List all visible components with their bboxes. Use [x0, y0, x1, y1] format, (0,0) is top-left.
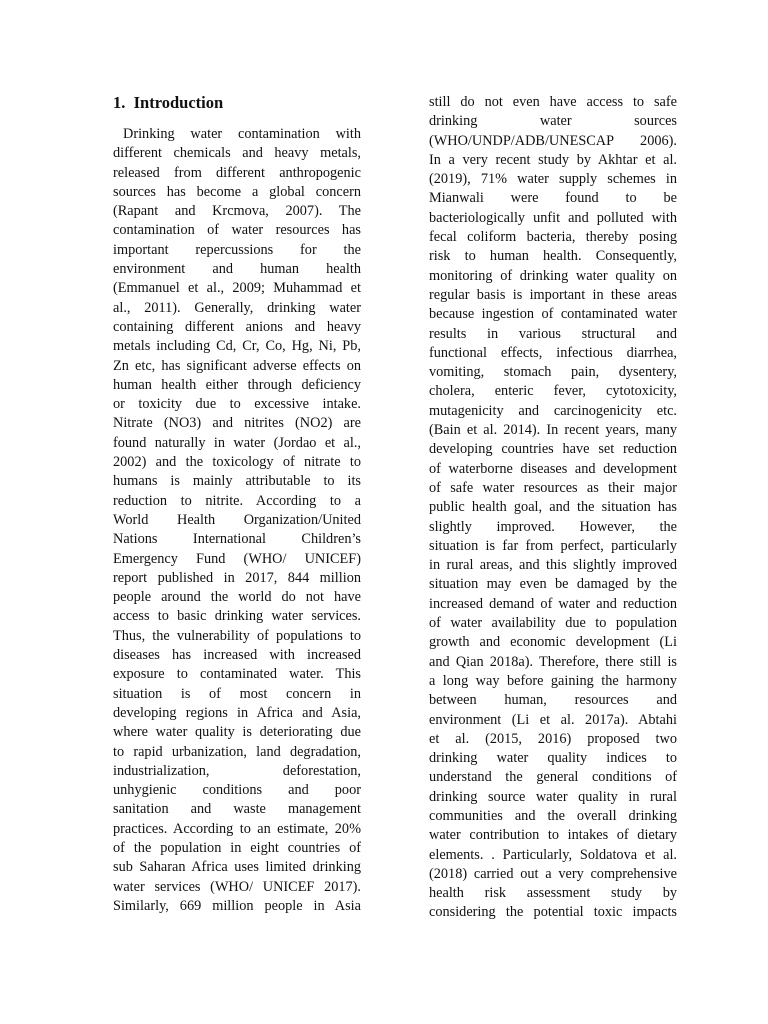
- text-line: monitoring of drinking water quality on: [429, 267, 677, 284]
- text-line: sanitation and waste management: [113, 801, 361, 818]
- text-line: considering the potential toxic impacts: [429, 904, 677, 921]
- text-line: regular basis is important in these areas: [429, 286, 677, 303]
- text-line: containing different anions and heavy: [113, 318, 361, 335]
- text-line: (Bain et al. 2014). In recent years, many: [429, 422, 677, 439]
- text-line: (Rapant and Krcmova, 2007). The: [113, 203, 361, 220]
- text-line: released from different anthropogenic: [113, 164, 361, 181]
- text-line: developing countries have set reduction: [429, 441, 677, 458]
- text-line: sources has become a global concern: [113, 183, 361, 200]
- text-line: in rural areas, and this slightly improved: [429, 557, 677, 574]
- section-heading: [113, 92, 223, 114]
- text-line: access to basic drinking water services.: [113, 608, 361, 625]
- text-line: or toxicity due to excessive intake.: [113, 396, 361, 413]
- text-line: of safe water resources as their major: [429, 479, 677, 496]
- text-line: vomiting, stomach pain, dysentery,: [429, 364, 677, 381]
- text-line: where water quality is deteriorating due: [113, 724, 361, 741]
- text-line: 2002) and the toxicology of nitrate to: [113, 454, 361, 471]
- text-line: Emergency Fund (WHO/ UNICEF): [113, 550, 361, 567]
- text-line: diseases has increased with increased: [113, 647, 361, 664]
- text-line: (Emmanuel et al., 2009; Muhammad et: [113, 280, 361, 297]
- left-column-text: [113, 125, 361, 916]
- text-line: contamination of water resources has: [113, 222, 361, 239]
- text-line: reduction to nitrite. According to a: [113, 492, 361, 509]
- right-column-text: [429, 93, 677, 923]
- text-line: results in various structural and: [429, 325, 677, 342]
- text-line: World Health Organization/United: [113, 511, 361, 528]
- text-line: people around the world do not have: [113, 589, 361, 606]
- text-line: Drinking water contamination with: [123, 126, 361, 142]
- text-line: humans is mainly attributable to its: [113, 473, 361, 490]
- text-line: situation may even be damaged by the: [429, 576, 677, 593]
- text-line: elements. . Particularly, Soldatova et al.: [429, 846, 677, 863]
- section-number: 1.: [113, 93, 126, 112]
- text-line: al., 2011). Generally, drinking water: [113, 299, 361, 316]
- text-line: health risk assessment study by: [429, 885, 677, 902]
- text-line: risk to human health. Consequently,: [429, 248, 677, 265]
- text-line: et al. (2015, 2016) proposed two: [429, 730, 677, 747]
- text-line: exposure to contaminated water. This: [113, 666, 361, 683]
- text-line: mutagenicity and carcinogenicity etc.: [429, 402, 677, 419]
- text-line: fecal coliform bacteria, thereby posing: [429, 229, 677, 246]
- text-line: and Qian 2018a). Therefore, there still is: [429, 653, 677, 670]
- text-line: metals including Cd, Cr, Co, Hg, Ni, Pb,: [113, 338, 361, 355]
- text-line: situation is far from perfect, particularly: [429, 537, 677, 554]
- text-line: report published in 2017, 844 million: [113, 569, 361, 586]
- text-line: drinking water sources: [429, 113, 677, 130]
- text-line: environment (Li et al. 2017a). Abtahi: [429, 711, 677, 728]
- text-line: environment and human health: [113, 261, 361, 278]
- text-line: understand the general conditions of: [429, 769, 677, 786]
- text-line: of waterborne diseases and development: [429, 460, 677, 477]
- text-line: between human, resources and: [429, 692, 677, 709]
- text-line: public health goal, and the situation has: [429, 499, 677, 516]
- text-line: situation is of most concern in: [113, 685, 361, 702]
- text-line: different chemicals and heavy metals,: [113, 145, 361, 162]
- text-line: In a very recent study by Akhtar et al.: [429, 151, 677, 168]
- text-line: sub Saharan Africa uses limited drinking: [113, 859, 361, 876]
- section-title: Introduction: [133, 93, 224, 112]
- text-line: (2019), 71% water supply schemes in: [429, 171, 677, 188]
- text-line: slightly improved. However, the: [429, 518, 677, 535]
- text-line: Nitrate (NO3) and nitrites (NO2) are: [113, 415, 361, 432]
- text-line: water contribution to intakes of dietary: [429, 827, 677, 844]
- text-line: of water availability due to population: [429, 615, 677, 632]
- text-line: drinking source water quality in rural: [429, 788, 677, 805]
- text-line: bacteriologically unfit and polluted with: [429, 209, 677, 226]
- text-line: to rapid urbanization, land degradation,: [113, 743, 361, 760]
- text-line: Thus, the vulnerability of populations to: [113, 627, 361, 644]
- text-line: unhygienic conditions and poor: [113, 782, 361, 799]
- text-line: (WHO/UNDP/ADB/UNESCAP 2006).: [429, 132, 677, 149]
- text-line: human health either through deficiency: [113, 376, 361, 393]
- text-line: functional effects, infectious diarrhea,: [429, 344, 677, 361]
- text-line: cholera, enteric fever, cytotoxicity,: [429, 383, 677, 400]
- text-line: still do not even have access to safe: [429, 94, 677, 110]
- text-line: water services (WHO/ UNICEF 2017).: [113, 878, 361, 895]
- text-line: Mianwali were found to be: [429, 190, 677, 207]
- text-line: Zn etc, has significant adverse effects on: [113, 357, 361, 374]
- text-line: communities and the overall drinking: [429, 807, 677, 824]
- text-line: because ingestion of contaminated water: [429, 306, 677, 323]
- text-line: Nations International Children’s: [113, 531, 361, 548]
- text-line: practices. According to an estimate, 20%: [113, 820, 361, 837]
- text-line: developing regions in Africa and Asia,: [113, 704, 361, 721]
- text-line: drinking water quality indices to: [429, 750, 677, 767]
- text-line: found naturally in water (Jordao et al.,: [113, 434, 361, 451]
- text-line: Similarly, 669 million people in Asia: [113, 897, 361, 914]
- text-line: (2018) carried out a very comprehensive: [429, 865, 677, 882]
- text-line: industrialization, deforestation,: [113, 762, 361, 779]
- text-line: a long way before gaining the harmony: [429, 672, 677, 689]
- text-line: increased demand of water and reduction: [429, 595, 677, 612]
- text-line: of the population in eight countries of: [113, 839, 361, 856]
- text-line: growth and economic development (Li: [429, 634, 677, 651]
- text-line: important repercussions for the: [113, 241, 361, 258]
